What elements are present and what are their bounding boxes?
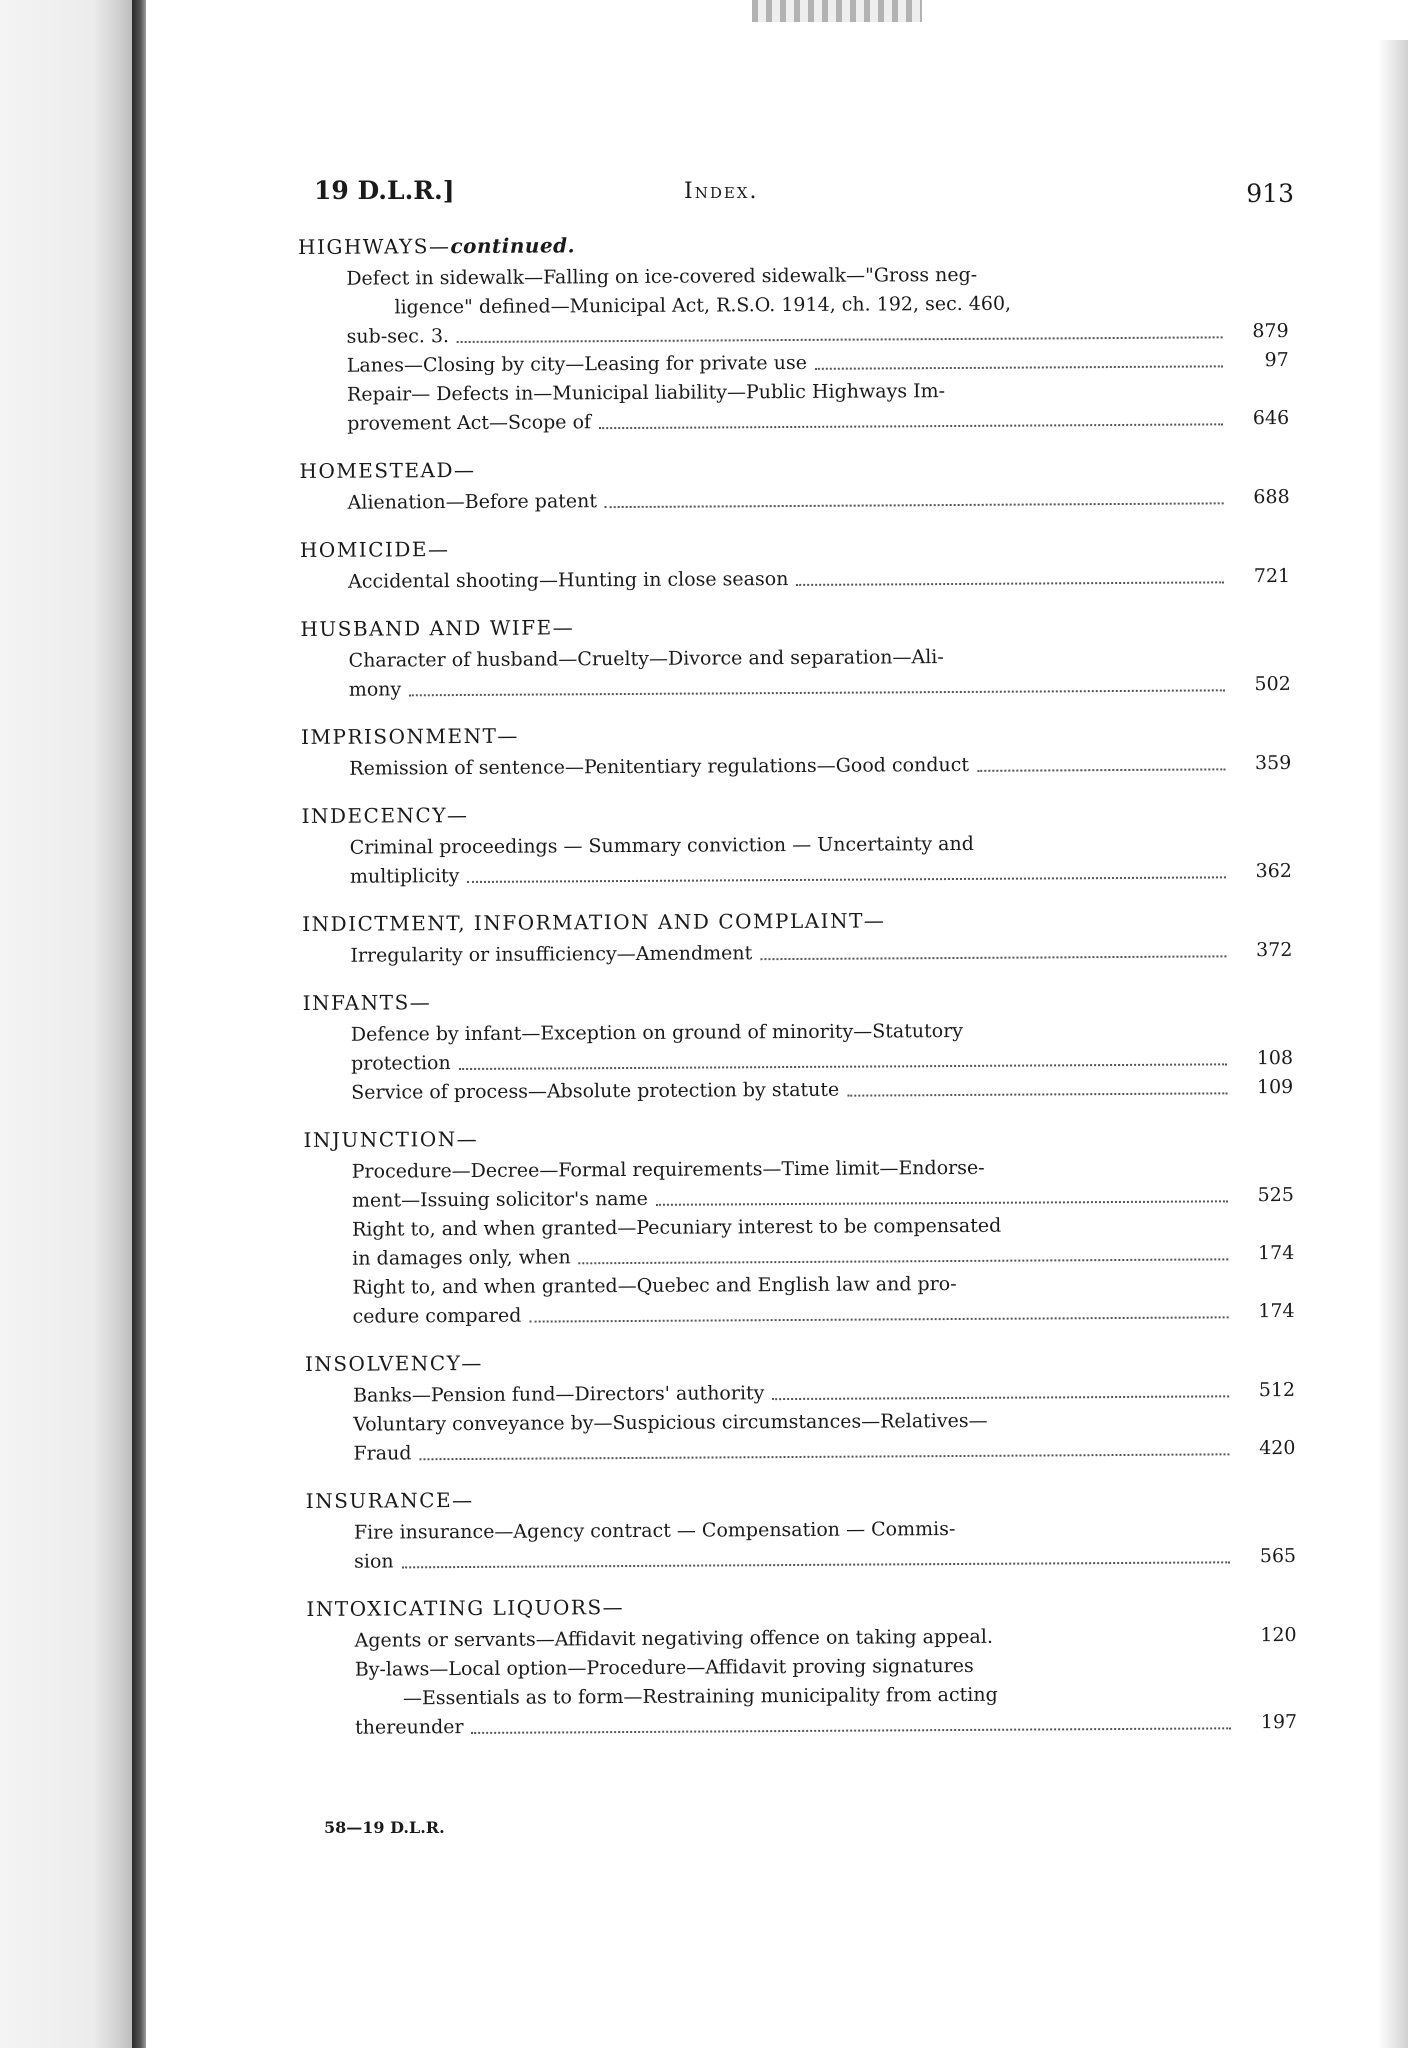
entry-text-line: Right to, and when granted—Pecuniary interest to be compensated — [352, 1214, 1002, 1241]
dot-leader — [579, 1258, 1229, 1264]
section-heading-suffix: continued. — [450, 233, 576, 259]
entry-text-line: Fire insurance—Agency contract — Compensation — Commis- — [353, 1518, 956, 1544]
entry-text-line: Criminal proceedings — Summary conviction — Uncertainty and — [349, 832, 974, 859]
section-heading-label: HIGHWAYS— — [298, 234, 451, 259]
entry-text-line: Voluntary conveyance by—Suspicious circumstances—Relatives— — [353, 1409, 988, 1436]
dot-leader — [472, 1727, 1232, 1734]
entry-text-last-line: Banks—Pension fund—Directors' authority — [353, 1382, 765, 1407]
dot-leader — [409, 689, 1225, 696]
entry-page-number: 372 — [1256, 938, 1293, 962]
entry-text-last-line: Accidental shooting—Hunting in close season — [348, 568, 789, 593]
section-heading-label: HOMESTEAD— — [299, 457, 476, 483]
section-heading — [301, 796, 1291, 830]
index-entry — [304, 1210, 1294, 1274]
entry-text-last-line: Fraud — [353, 1442, 412, 1465]
entry-page-number: 174 — [1258, 1299, 1295, 1323]
dot-leader — [599, 423, 1223, 429]
dot-leader — [459, 1063, 1227, 1070]
entry-page-number: 565 — [1259, 1544, 1297, 1568]
entry-text-last-line: Alienation—Before patent — [347, 490, 598, 514]
section-heading — [306, 1481, 1296, 1515]
index-entry — [300, 483, 1290, 518]
entry-page-number: 646 — [1252, 406, 1290, 430]
entry-text-last-line: protection — [351, 1052, 451, 1075]
index-entry — [301, 641, 1291, 705]
entry-text-last-line: Remission of sentence—Penitentiary regulations—Good conduct — [349, 753, 970, 780]
entry-text-last-line: Service of process—Absolute protection by statute — [351, 1078, 840, 1104]
book-binding-edge — [132, 0, 146, 2048]
page-number: 913 — [1246, 179, 1294, 208]
section-heading — [302, 904, 1292, 938]
section-heading-label: HUSBAND AND WIFE— — [300, 615, 575, 641]
dot-leader — [815, 365, 1223, 369]
entry-page-number: 359 — [1254, 751, 1292, 775]
entry-page-number: 525 — [1257, 1183, 1294, 1207]
index-entry — [306, 1513, 1296, 1577]
entry-text-line: ligence" defined—Municipal Act, R.S.O. 1914, ch. 192, sec. 460, — [394, 292, 1012, 319]
section-heading — [300, 609, 1290, 643]
dot-leader — [605, 502, 1224, 508]
section-heading — [305, 1344, 1295, 1378]
section-heading-label: INDICTMENT, INFORMATION AND COMPLAINT— — [302, 908, 886, 936]
index-entry — [303, 1015, 1293, 1079]
dot-leader — [419, 1453, 1229, 1460]
section-heading-label: INTOXICATING LIQUORS— — [306, 1595, 625, 1621]
entry-page-number: 97 — [1264, 348, 1289, 372]
entry-text-last-line: Agents or servants—Affidavit negativing offence on taking appeal. — [354, 1625, 994, 1652]
entry-text-last-line: sion — [354, 1550, 394, 1573]
entry-page-number: 721 — [1253, 564, 1291, 588]
running-header — [314, 176, 1294, 216]
entry-text-last-line: thereunder — [355, 1716, 464, 1739]
section-heading — [300, 530, 1290, 564]
index-entry — [298, 259, 1289, 352]
index-entry — [307, 1650, 1298, 1743]
section-heading-label: INDECENCY— — [301, 802, 469, 828]
dot-leader — [772, 1395, 1229, 1400]
entry-text-last-line: ment—Issuing solicitor's name — [351, 1187, 648, 1212]
dot-leader — [457, 336, 1223, 343]
section-heading — [303, 983, 1293, 1017]
entry-text-line: —Essentials as to form—Restraining municipality from acting — [402, 1683, 998, 1710]
section-heading — [301, 717, 1291, 751]
entry-page-number: 108 — [1256, 1046, 1294, 1070]
section-heading-label: INFANTS— — [302, 990, 432, 1015]
index-page — [146, 0, 1378, 2048]
index-entry — [303, 1073, 1293, 1108]
section-heading-label: INSOLVENCY— — [304, 1350, 483, 1376]
dot-leader — [656, 1200, 1228, 1205]
entry-text-last-line: mony — [348, 678, 402, 701]
volume-label: 19 D.L.R.] — [314, 176, 455, 205]
section-heading-label: HOMICIDE— — [299, 537, 450, 562]
right-page-edge — [1378, 40, 1408, 2048]
entry-text-line: Defect in sidewalk—Falling on ice-covered sidewalk—"Gross neg- — [346, 263, 978, 290]
index-entry — [299, 375, 1289, 439]
entry-text-line: By-laws—Local option—Procedure—Affidavit proving signatures — [354, 1654, 974, 1681]
section-heading — [298, 227, 1288, 261]
entry-text-last-line: Lanes—Closing by city—Leasing for private use — [346, 351, 807, 377]
entry-text-line: Right to, and when granted—Quebec and English law and pro- — [352, 1272, 957, 1299]
section-heading-label: IMPRISONMENT— — [301, 723, 519, 749]
dot-leader — [529, 1316, 1228, 1322]
entry-page-number: 197 — [1260, 1710, 1298, 1734]
entry-text-line: Character of husband—Cruelty—Divorce and separation—Ali- — [348, 646, 944, 672]
entry-text-last-line: Irregularity or insufficiency—Amendment — [350, 942, 753, 967]
index-entry — [302, 828, 1292, 892]
entry-text-last-line: multiplicity — [349, 865, 460, 888]
left-page-margin — [0, 0, 132, 2048]
section-heading-label: INJUNCTION— — [303, 1126, 479, 1152]
section-heading — [299, 451, 1289, 485]
entry-page-number: 512 — [1258, 1378, 1296, 1402]
index-content — [298, 227, 1297, 1743]
entry-page-number: 420 — [1259, 1436, 1296, 1460]
entry-text-last-line: cedure compared — [352, 1304, 522, 1328]
entry-text-line: Procedure—Decree—Formal requirements—Time limit—Endorse- — [351, 1156, 985, 1183]
index-entry — [302, 936, 1292, 971]
index-entry — [305, 1405, 1295, 1469]
section-heading — [303, 1120, 1293, 1154]
entry-text-last-line: provement Act—Scope of — [347, 411, 592, 435]
index-entry — [304, 1152, 1294, 1216]
entry-text-last-line: in damages only, when — [352, 1246, 571, 1270]
entry-page-number: 362 — [1255, 859, 1292, 883]
entry-page-number: 174 — [1257, 1241, 1295, 1265]
section-heading — [306, 1589, 1296, 1623]
index-entry — [300, 562, 1290, 597]
dot-leader — [402, 1561, 1230, 1568]
signature-mark: 58—19 D.L.R. — [324, 1818, 445, 1837]
entry-page-number: 502 — [1254, 672, 1291, 696]
dot-leader — [847, 1092, 1227, 1096]
section-heading-label: INSURANCE— — [305, 1487, 474, 1513]
index-entry — [301, 749, 1291, 784]
entry-page-number: 879 — [1252, 319, 1289, 343]
entry-page-number: 120 — [1260, 1623, 1297, 1647]
dot-leader — [467, 876, 1226, 883]
header-title: Index. — [684, 179, 759, 204]
dot-leader — [796, 581, 1224, 586]
dot-leader — [977, 768, 1225, 772]
dot-leader — [760, 955, 1226, 960]
entry-text-last-line: sub-sec. 3. — [346, 325, 450, 348]
entry-page-number: 688 — [1253, 485, 1290, 509]
entry-text-line: Repair— Defects in—Municipal liability—Public Highways Im- — [346, 380, 946, 406]
entry-page-number: 109 — [1256, 1075, 1294, 1099]
entry-text-line: Defence by infant—Exception on ground of minority—Statutory — [350, 1019, 964, 1046]
index-entry — [304, 1268, 1294, 1332]
